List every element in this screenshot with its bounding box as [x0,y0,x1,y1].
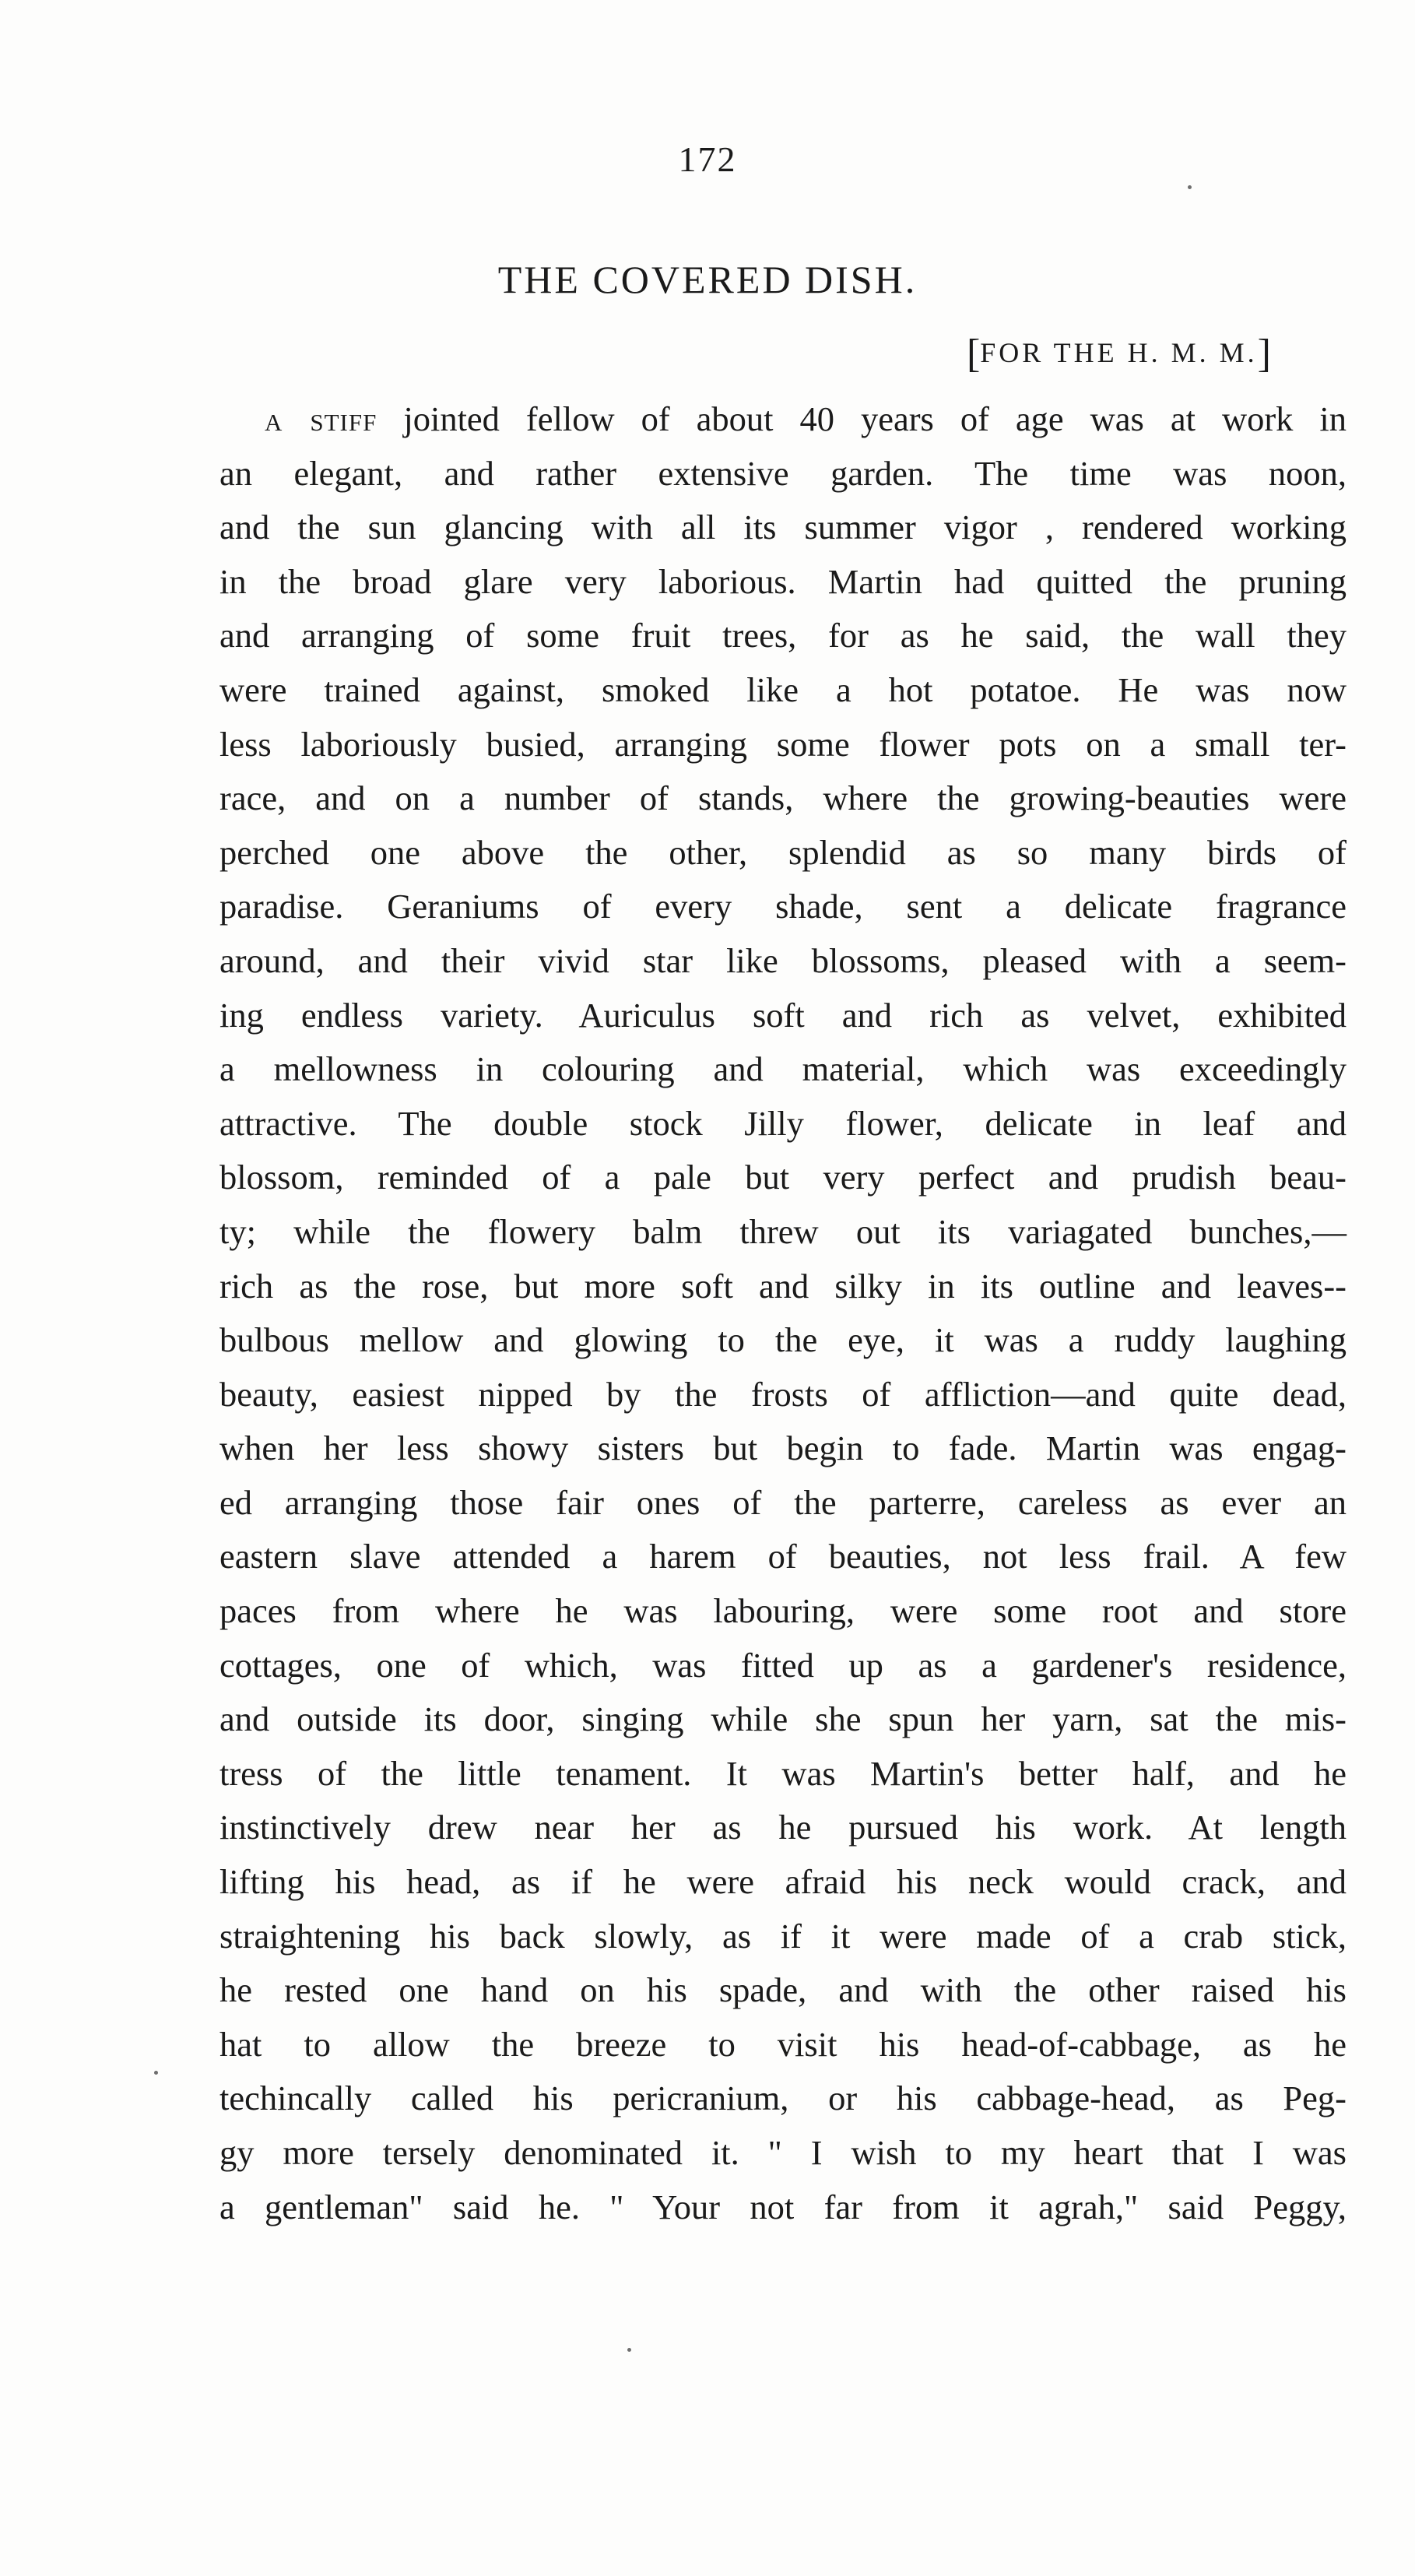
chapter-title: THE COVERED DISH. [497,258,918,301]
text-line: beauty, easiest nipped by the frosts of affliction—and quite dead, [219,1374,1347,1414]
attribution-text: FOR THE H. M. M. [980,337,1258,368]
text-line: ty; while the flowery balm threw out its variagated bunches,— [219,1211,1347,1251]
text-line: around, and their vivid star like blossoms, pleased with a seem- [219,940,1347,980]
body-text [219,392,1347,2234]
text-line [219,392,1347,447]
text-line: tress of the little tenament. It was Martin's better half, and he [219,1753,1347,1793]
text-line: hat to allow the breeze to visit his head-of-cabbage, as he [219,2024,1347,2064]
text-line: ing endless variety. Auriculus soft and rich as velvet, exhibited [219,995,1347,1035]
text-line: rich as the rose, but more soft and silky in its outline and leaves-- [219,1266,1347,1306]
text-line: and arranging of some fruit trees, for as he said, the wall they [219,616,1347,655]
text-line: were trained against, smoked like a hot potatoe. He was now [219,669,1347,709]
text-line: a gentleman" said he. " Your not far from it agrah," said Peggy, [219,2187,1347,2226]
text-line: race, and on a number of stands, where the growing-beauties were [219,778,1347,818]
text-line-content: jointed fellow of about 40 years of age was at work in [377,399,1347,438]
page-number: 172 [678,139,737,179]
speck-mark [154,2071,158,2075]
text-line: paradise. Geraniums of every shade, sent a delicate fragrance [219,887,1347,926]
attribution-open-bracket: [ [966,332,981,376]
opening-small-caps: a stiff [265,399,377,438]
text-line: in the broad glare very laborious. Martin had quitted the pruning [219,561,1347,601]
text-line: he rested one hand on his spade, and with the other raised his [219,1970,1347,2010]
text-line: a mellowness in colouring and material, which was exceedingly [219,1049,1347,1089]
text-line: straightening his back slowly, as if it were made of a crab stick, [219,1916,1347,1956]
text-line: perched one above the other, splendid as so many birds of [219,832,1347,872]
text-line: bulbous mellow and glowing to the eye, it was a ruddy laughing [219,1320,1347,1360]
attribution [967,331,1271,377]
text-line: cottages, one of which, was fitted up as a gardener's residence, [219,1645,1347,1685]
text-line: gy more tersely denominated it. " I wish to my heart that I was [219,2133,1347,2172]
text-line: attractive. The double stock Jilly flower, delicate in leaf and [219,1103,1347,1143]
text-line: lifting his head, as if he were afraid his neck would crack, and [219,1862,1347,1902]
text-line: paces from where he was labouring, were some root and store [219,1591,1347,1631]
text-line: and outside its door, singing while she spun her yarn, sat the mis- [219,1699,1347,1739]
text-line: techincally called his pericranium, or his cabbage-head, as Peg- [219,2079,1347,2118]
text-line: and the sun glancing with all its summer vigor , rendered working [219,508,1347,547]
speck-mark [1188,185,1192,189]
text-line: instinctively drew near her as he pursued his work. At length [219,1808,1347,1847]
text-line: less laboriously busied, arranging some flower pots on a small ter- [219,724,1347,764]
text-line: when her less showy sisters but begin to fade. Martin was engag- [219,1429,1347,1468]
speck-mark [627,2348,631,2352]
text-line: an elegant, and rather extensive garden. The time was noon, [219,453,1347,493]
text-line: eastern slave attended a harem of beauties, not less frail. A few [219,1537,1347,1576]
text-line: blossom, reminded of a pale but very perfect and prudish beau- [219,1158,1347,1197]
attribution-close-bracket: ] [1257,332,1271,376]
text-line: ed arranging those fair ones of the parterre, careless as ever an [219,1482,1347,1522]
